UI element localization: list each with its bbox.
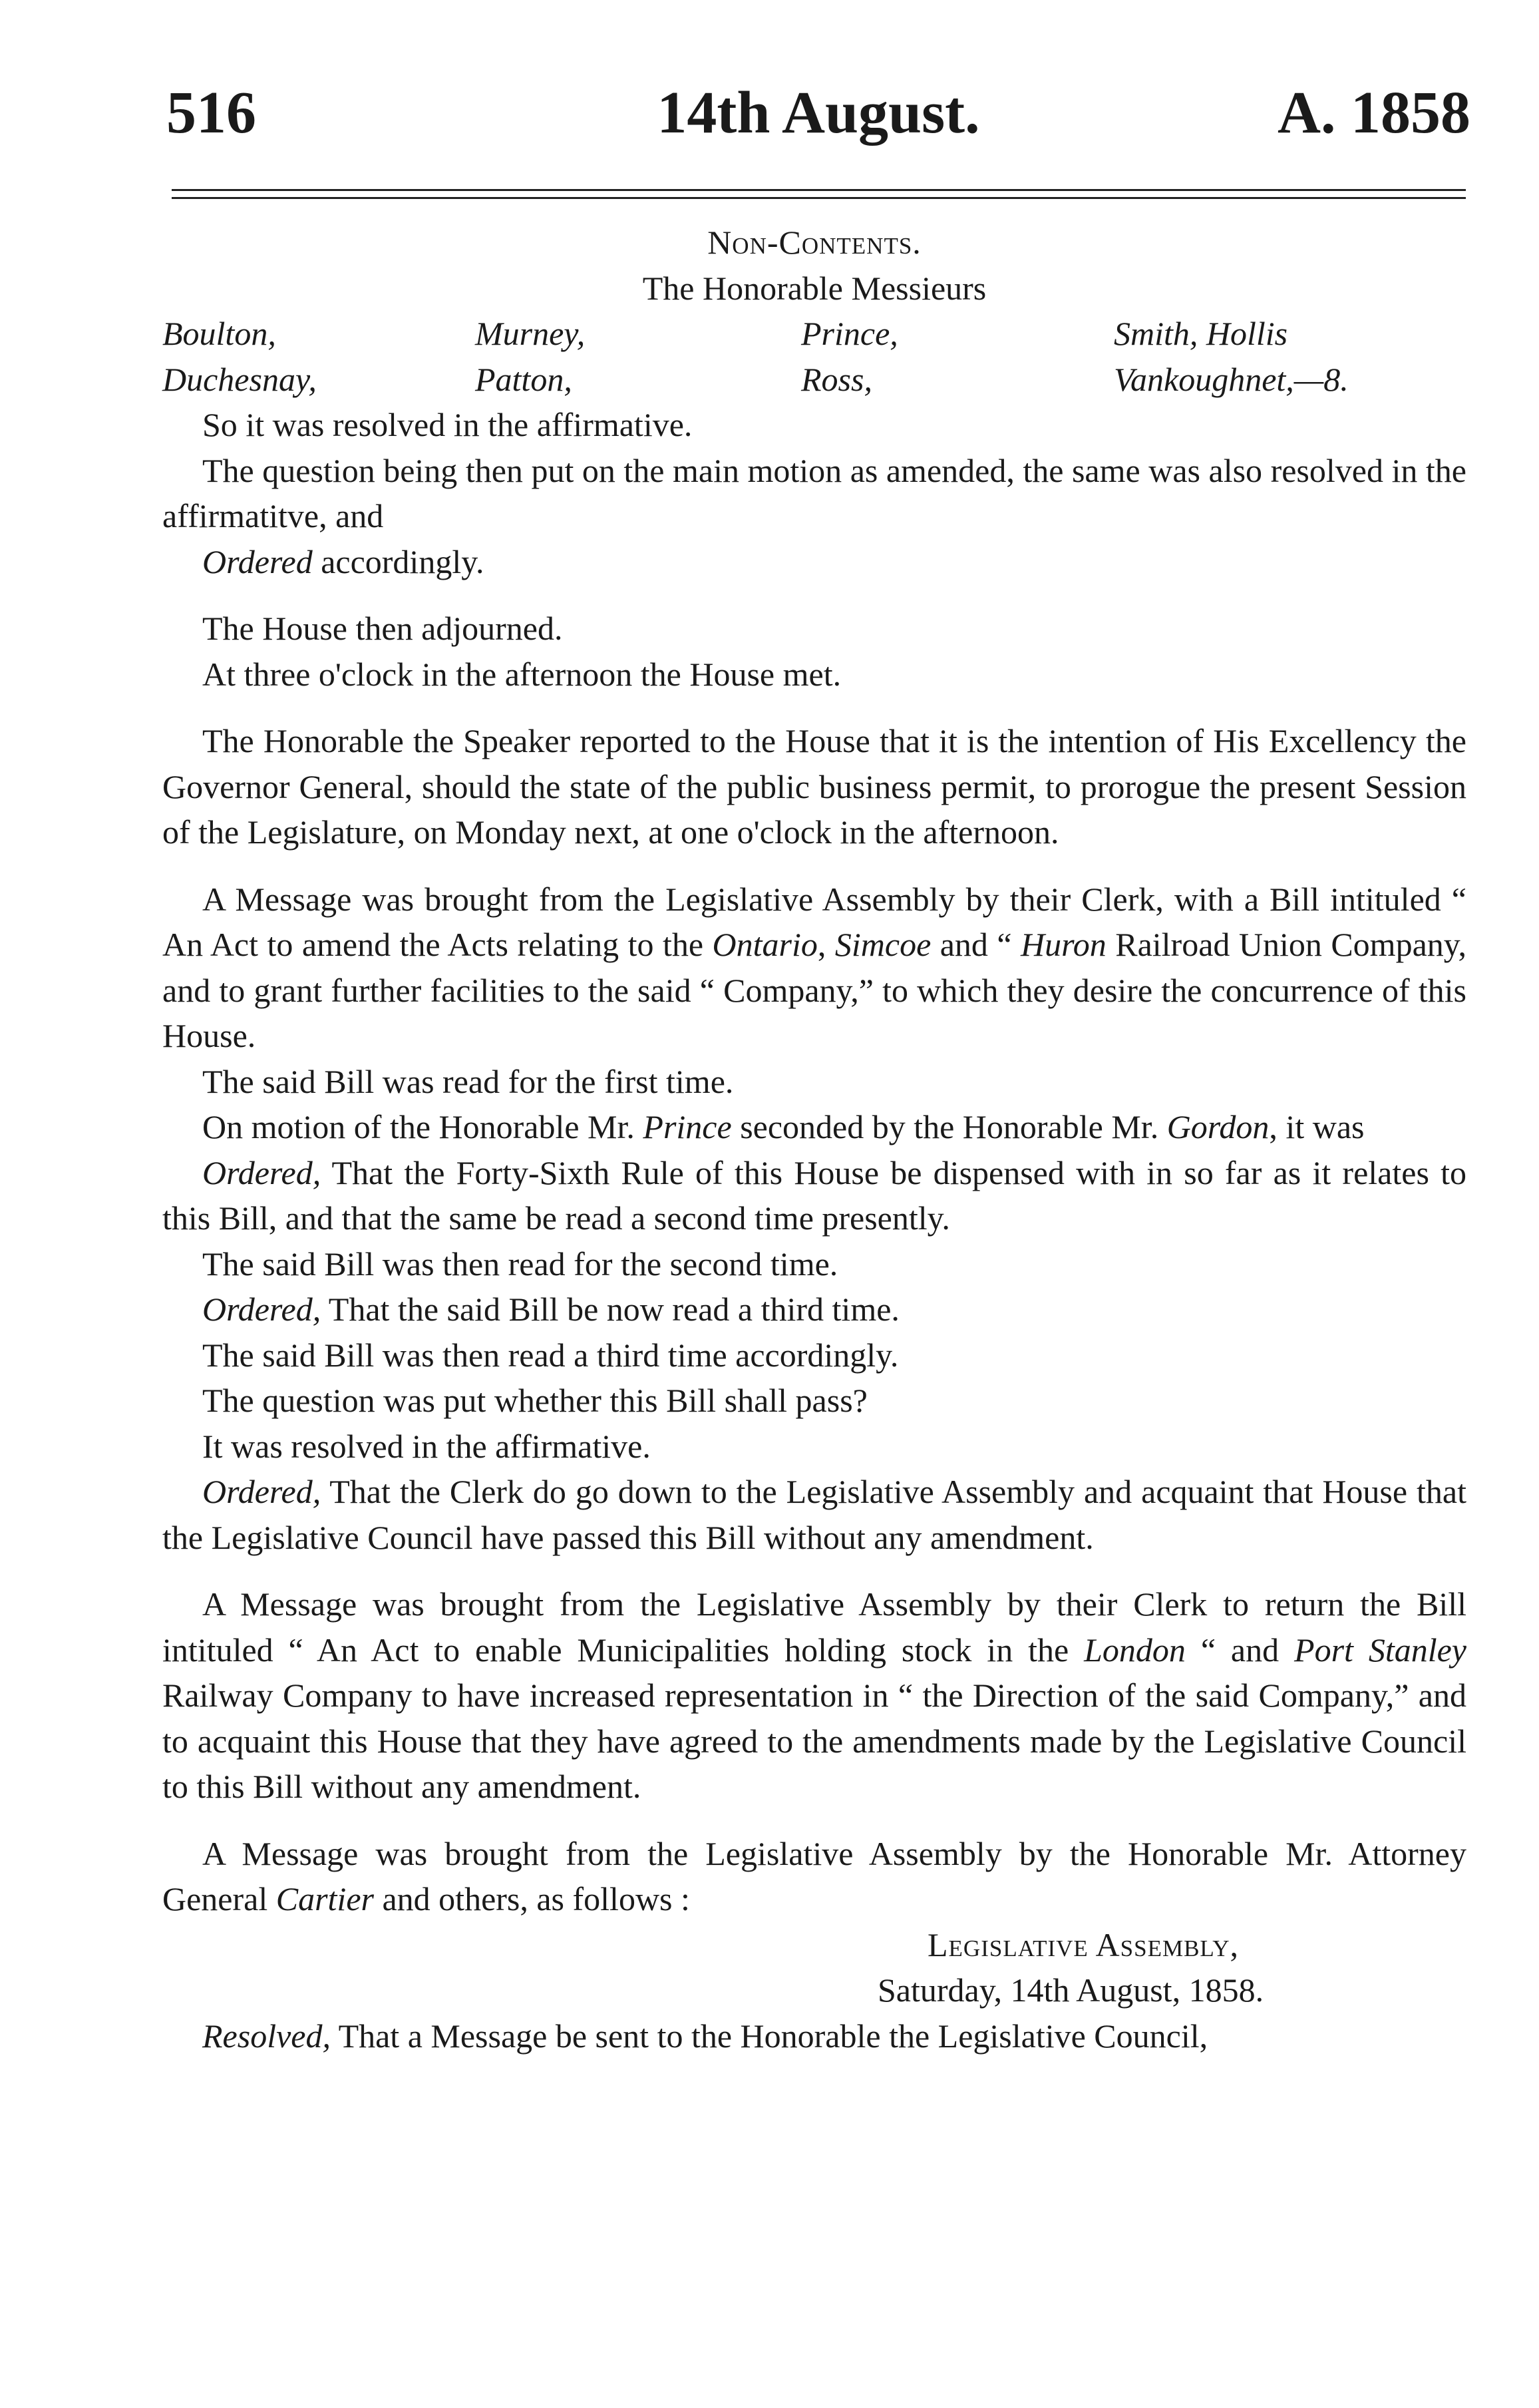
non-contents-names [162,311,1466,402]
header-rule-bottom [172,197,1466,199]
first-reading: The said Bill was read for the first time. [202,1062,734,1100]
name-gordon: Gordon [1166,1108,1270,1145]
name-item: Prince, [801,315,898,352]
resolved-line: It was resolved in the affirmative. [202,1427,651,1465]
question-line: The question was put whether this Bill shall pass? [202,1382,868,1419]
motion-text: On motion of the Honorable Mr. [202,1108,643,1145]
name-prince: Prince [643,1108,732,1145]
ordered-word: Ordered, [202,1291,321,1328]
name-item: Patton, [475,360,572,398]
place-port-stanley: Port Stanley [1294,1631,1466,1669]
body-text [162,220,1466,2059]
place-simcoe: Simcoe [834,926,932,963]
ordered-word: Ordered [202,542,313,580]
assembly-date: Saturday, 14th August, 1858. [878,1971,1264,2009]
non-contents-subheading: The Honorable Messieurs [642,269,987,307]
name-item: Murney, [475,315,586,352]
name-item: Boulton, [162,315,276,352]
ordered-word: Ordered, [202,1473,321,1510]
rule-dispensed-paragraph [162,1150,1466,1241]
ordered-word: Ordered, [202,1153,321,1191]
message1-text: , [817,926,835,963]
message3-text: A Message was brought from the Legislative Assembly by the Honorable Mr. Attorney General [162,1834,1466,1917]
name-item: Smith, Hollis [1114,315,1288,352]
clerk-order-paragraph [162,1469,1466,1560]
second-reading: The said Bill was then read for the second time. [202,1245,838,1283]
resolved-message-paragraph [162,2013,1466,2059]
motion-text: seconded by the Honorable Mr. [731,1108,1167,1145]
resolved-text: That a Message be sent to the Honorable the Legislative Council, [330,2017,1208,2055]
name-item: Vankoughnet,—8. [1114,360,1349,398]
message2-text: Railway Company to have increased representation in “ the Direction of the said Company,” and to acquaint this House that they have agreed to the amendments made by the Legislative Council to this Bill without any amendment. [162,1677,1466,1805]
place-london: London [1084,1631,1186,1669]
motion-text: , it was [1269,1108,1365,1145]
ordered-rest: accordingly. [312,542,484,580]
non-contents-heading: Non-Contents. [707,224,922,261]
place-huron: Huron [1021,926,1107,963]
message2-text: A Message was brought from the Legislative Assembly by their Clerk to return the Bill intituled “ An Act to enable Municipalities holding stock in the [162,1585,1466,1669]
adjourned-line: The House then adjourned. [202,610,563,647]
message3-text: and others, as follows : [373,1880,690,1917]
page-header [166,79,1470,152]
resolved-affirmative: So it was resolved in the affirmative. [202,406,693,443]
header-year: A. 1858 [1278,80,1470,146]
assembly-heading: Legislative Assembly, [928,1925,1240,1963]
message2-text: “ and [1185,1631,1295,1669]
resolved-word: Resolved, [202,2017,331,2055]
message1-text: Railroad Union Company, and to grant further facilities to the said “ Company,” to which they desire the concurrence of this House. [162,926,1467,1054]
speaker-paragraph: The Honorable the Speaker reported to the House that it is the intention of His Excellency the Governor General, should the state of the public business permit, to prorogue the present Session of the Legislature, on Monday next, at one o'clock in the afternoon. [162,722,1466,851]
main-motion-paragraph: The question being then put on the main motion as amended, the same was also resolved in the affirmatitve, and [162,451,1466,534]
third-order [162,1287,1466,1332]
third-reading: The said Bill was then read a third time accordingly. [202,1336,899,1374]
name-cartier: Cartier [275,1880,374,1917]
message3-paragraph [162,1831,1466,1922]
header-rule-top [172,189,1466,191]
message1-text: A Message was brought from the Legislative Assembly by their Clerk, with a Bill intituled “ An Act to amend the Acts relating to the [162,880,1466,963]
name-item: Ross, [801,360,872,398]
place-ontario: Ontario [712,926,818,963]
name-item: Duchesnay, [162,360,317,398]
ordered-text: That the Clerk do go down to the Legislative Assembly and acquaint that House that the Legislative Council have passed this Bill without any amendment. [162,1473,1466,1556]
met-line: At three o'clock in the afternoon the House met. [202,655,842,693]
message1-text: and “ [931,926,1021,963]
ordered-text: That the Forty-Sixth Rule of this House be dispensed with in so far as it relates to this Bill, and that the same be read a second time presently. [162,1153,1466,1237]
message2-paragraph [162,1581,1466,1810]
ordered-text: That the said Bill be now read a third time. [321,1291,900,1328]
motion-paragraph [162,1104,1466,1150]
ordered-accordingly [162,539,1466,585]
page-number: 516 [166,80,256,146]
message1-paragraph [162,877,1466,1059]
header-date: 14th August. [657,80,980,146]
